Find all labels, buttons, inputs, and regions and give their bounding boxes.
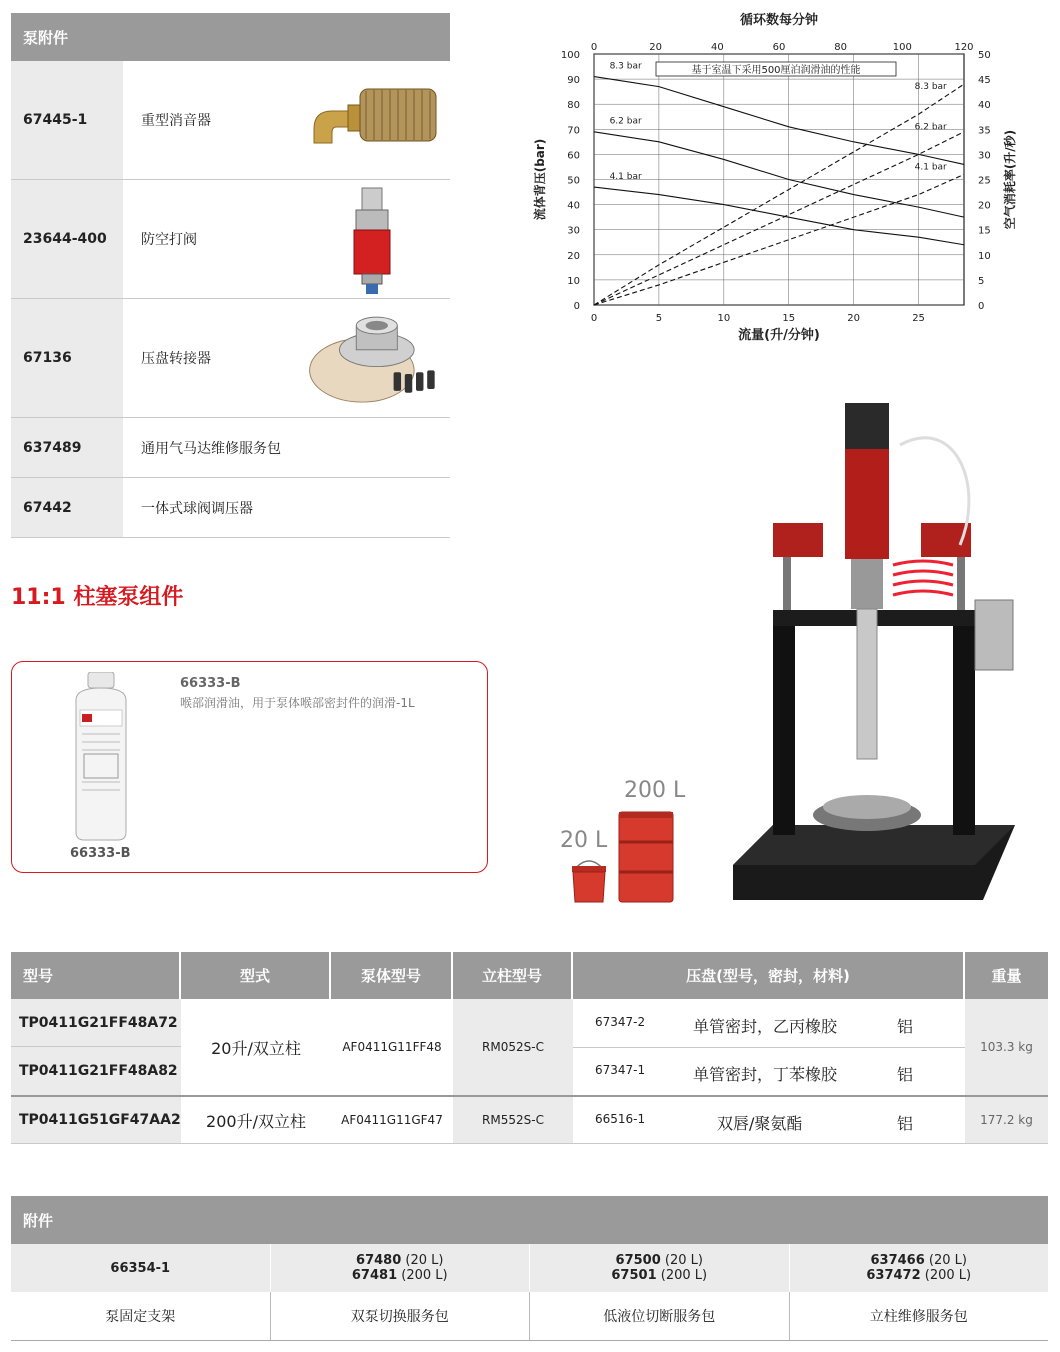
y2-tick-label: 15 xyxy=(978,225,991,237)
part-number: 23644-400 xyxy=(11,180,123,298)
y2-tick-label: 30 xyxy=(978,150,991,162)
accessories-table xyxy=(11,1196,1048,1341)
x2-tick-label: 120 xyxy=(954,42,974,53)
y-tick-label: 80 xyxy=(567,100,580,112)
y-tick-label: 90 xyxy=(567,75,580,87)
y-tick-label: 60 xyxy=(567,150,580,162)
y2-tick-label: 0 xyxy=(978,301,985,312)
series-label: 8.3 bar xyxy=(609,61,642,72)
accessory-name: 泵固定支架 xyxy=(11,1292,271,1340)
model-table xyxy=(11,952,1048,1144)
part-number: 67136 xyxy=(11,299,123,417)
plate-model: 66516-1 xyxy=(595,1112,646,1126)
y2-tick-label: 20 xyxy=(978,200,991,212)
series-label: 4.1 bar xyxy=(914,162,947,173)
table-header: 泵附件 xyxy=(11,13,450,61)
performance-chart xyxy=(530,8,1030,348)
x2-tick-label: 0 xyxy=(590,42,598,53)
y-tick-label: 100 xyxy=(560,50,580,61)
post-model: RM052S-C xyxy=(453,999,573,1095)
lubricant-bottle-image xyxy=(66,672,136,842)
pail-20l-image xyxy=(570,858,608,904)
y2-tick-label: 40 xyxy=(978,100,991,112)
table-row xyxy=(11,418,450,478)
x-tick-label: 20 xyxy=(847,313,861,324)
part-description: 防空打阀 xyxy=(141,232,197,248)
series-label: 6.2 bar xyxy=(914,122,947,133)
plate-adapter-image xyxy=(304,305,444,408)
plate-material: 铝 xyxy=(897,1017,914,1036)
part-description: 通用气马达维修服务包 xyxy=(141,440,281,457)
series-label: 6.2 bar xyxy=(609,116,642,127)
part-description: 一体式球阀调压器 xyxy=(141,500,253,517)
y2-tick-label: 25 xyxy=(978,175,991,187)
plate-row xyxy=(573,1047,965,1095)
table-row xyxy=(11,478,450,538)
x-tick-label: 15 xyxy=(782,313,796,324)
pump-type: 20升/双立柱 xyxy=(211,1038,301,1058)
x-tick-label: 0 xyxy=(590,313,598,324)
chart-title: 基于室温下采用500厘泊润滑油的性能 xyxy=(691,65,861,76)
y-tick-label: 50 xyxy=(567,175,580,187)
x-tick-label: 10 xyxy=(717,313,731,324)
pump-body-model: AF0411G11FF48 xyxy=(331,999,453,1095)
section-title: 11:1 柱塞泵组件 xyxy=(11,585,184,610)
y-tick-label: 30 xyxy=(567,225,580,237)
plate-model: 67347-2 xyxy=(595,1015,646,1029)
x2-tick-label: 100 xyxy=(892,42,912,53)
plate-material: 铝 xyxy=(897,1114,914,1133)
weight: 103.3 kg xyxy=(965,999,1048,1095)
accessory-code: 66354-1 xyxy=(11,1244,271,1292)
plate-seal: 单管密封，丁苯橡胶 xyxy=(693,1065,838,1084)
table-row xyxy=(11,180,450,299)
part-description: 压盘转接器 xyxy=(141,351,211,367)
plate-material: 铝 xyxy=(897,1065,914,1084)
x2-tick-label: 80 xyxy=(834,42,848,53)
runaway-valve-image xyxy=(304,186,444,296)
table-header: 型号 型式 泵体型号 立柱型号 压盘(型号，密封，材料) 重量 xyxy=(11,952,1048,999)
y-axis-label: 流体背压(bar) xyxy=(533,138,547,221)
y2-tick-label: 5 xyxy=(978,275,985,287)
accessory-name: 双泵切换服务包 xyxy=(271,1292,531,1340)
model-number: TP0411G51GF47AA2 xyxy=(11,1097,181,1143)
x2-tick-label: 20 xyxy=(649,42,663,53)
accessory-name: 低液位切断服务包 xyxy=(530,1292,790,1340)
part-description: 重型消音器 xyxy=(141,113,211,129)
x2-tick-label: 60 xyxy=(772,42,786,53)
model-number: TP0411G21FF48A82 xyxy=(11,1047,181,1095)
y-tick-label: 10 xyxy=(567,275,580,287)
part-number: 67445-1 xyxy=(11,61,123,179)
x2-tick-label: 40 xyxy=(710,42,724,53)
x-axis-label: 流量(升/分钟) xyxy=(738,328,820,343)
plate-row xyxy=(573,999,965,1048)
x-tick-label: 25 xyxy=(912,313,925,324)
accessory-code: 637466 (20 L) 637472 (200 L) xyxy=(866,1253,972,1283)
pump-assembly-image xyxy=(725,395,1025,910)
y-tick-label: 40 xyxy=(567,200,580,212)
table-row-group xyxy=(11,999,1048,1095)
model-number: TP0411G21FF48A72 xyxy=(11,999,181,1047)
table-row xyxy=(11,61,450,180)
y-tick-label: 0 xyxy=(573,301,580,312)
accessory-names-row xyxy=(11,1292,1048,1341)
part-number: 67442 xyxy=(11,478,123,537)
muffler-image xyxy=(304,67,444,167)
lubricant-code: 66333-B xyxy=(180,676,241,691)
drum-200l-image xyxy=(618,810,674,904)
plate-model: 67347-1 xyxy=(595,1063,646,1077)
drum-200l-label: 200 L xyxy=(624,778,686,803)
accessory-codes-row xyxy=(11,1244,1048,1292)
accessory-code: 67500 (20 L) 67501 (200 L) xyxy=(530,1244,790,1292)
table-row xyxy=(11,1097,1048,1144)
pump-accessories-table xyxy=(11,13,450,538)
plate-seal: 双唇/聚氨酯 xyxy=(717,1114,803,1133)
weight: 177.2 kg xyxy=(965,1097,1048,1143)
table-row xyxy=(11,299,450,418)
lubricant-description: 喉部润滑油，用于泵体喉部密封件的润滑-1L xyxy=(180,696,415,710)
series-label: 4.1 bar xyxy=(609,171,642,182)
lubricant-caption: 66333-B xyxy=(70,846,131,861)
part-number: 637489 xyxy=(11,418,123,477)
y2-tick-label: 35 xyxy=(978,125,991,137)
y-tick-label: 70 xyxy=(567,125,580,137)
series-label: 8.3 bar xyxy=(914,82,947,93)
pump-type: 200升/双立柱 xyxy=(206,1111,306,1131)
accessory-name: 立柱维修服务包 xyxy=(869,1309,968,1325)
plate-seal: 单管密封，乙丙橡胶 xyxy=(693,1017,838,1036)
y2-tick-label: 10 xyxy=(978,250,991,262)
accessory-code: 67480 (20 L) 67481 (200 L) xyxy=(271,1244,531,1292)
y2-tick-label: 50 xyxy=(978,50,991,61)
x-tick-label: 5 xyxy=(655,313,663,324)
y2-axis-label: 空气消耗率(升/秒) xyxy=(1003,129,1017,230)
y2-tick-label: 45 xyxy=(978,75,991,87)
y-tick-label: 20 xyxy=(567,250,580,262)
post-model: RM552S-C xyxy=(453,1097,573,1143)
x2-axis-label: 循环数每分钟 xyxy=(739,13,819,28)
table-header: 附件 xyxy=(11,1196,1048,1244)
pump-body-model: AF0411G11GF47 xyxy=(341,1113,443,1127)
drum-20l-label: 20 L xyxy=(560,828,608,853)
